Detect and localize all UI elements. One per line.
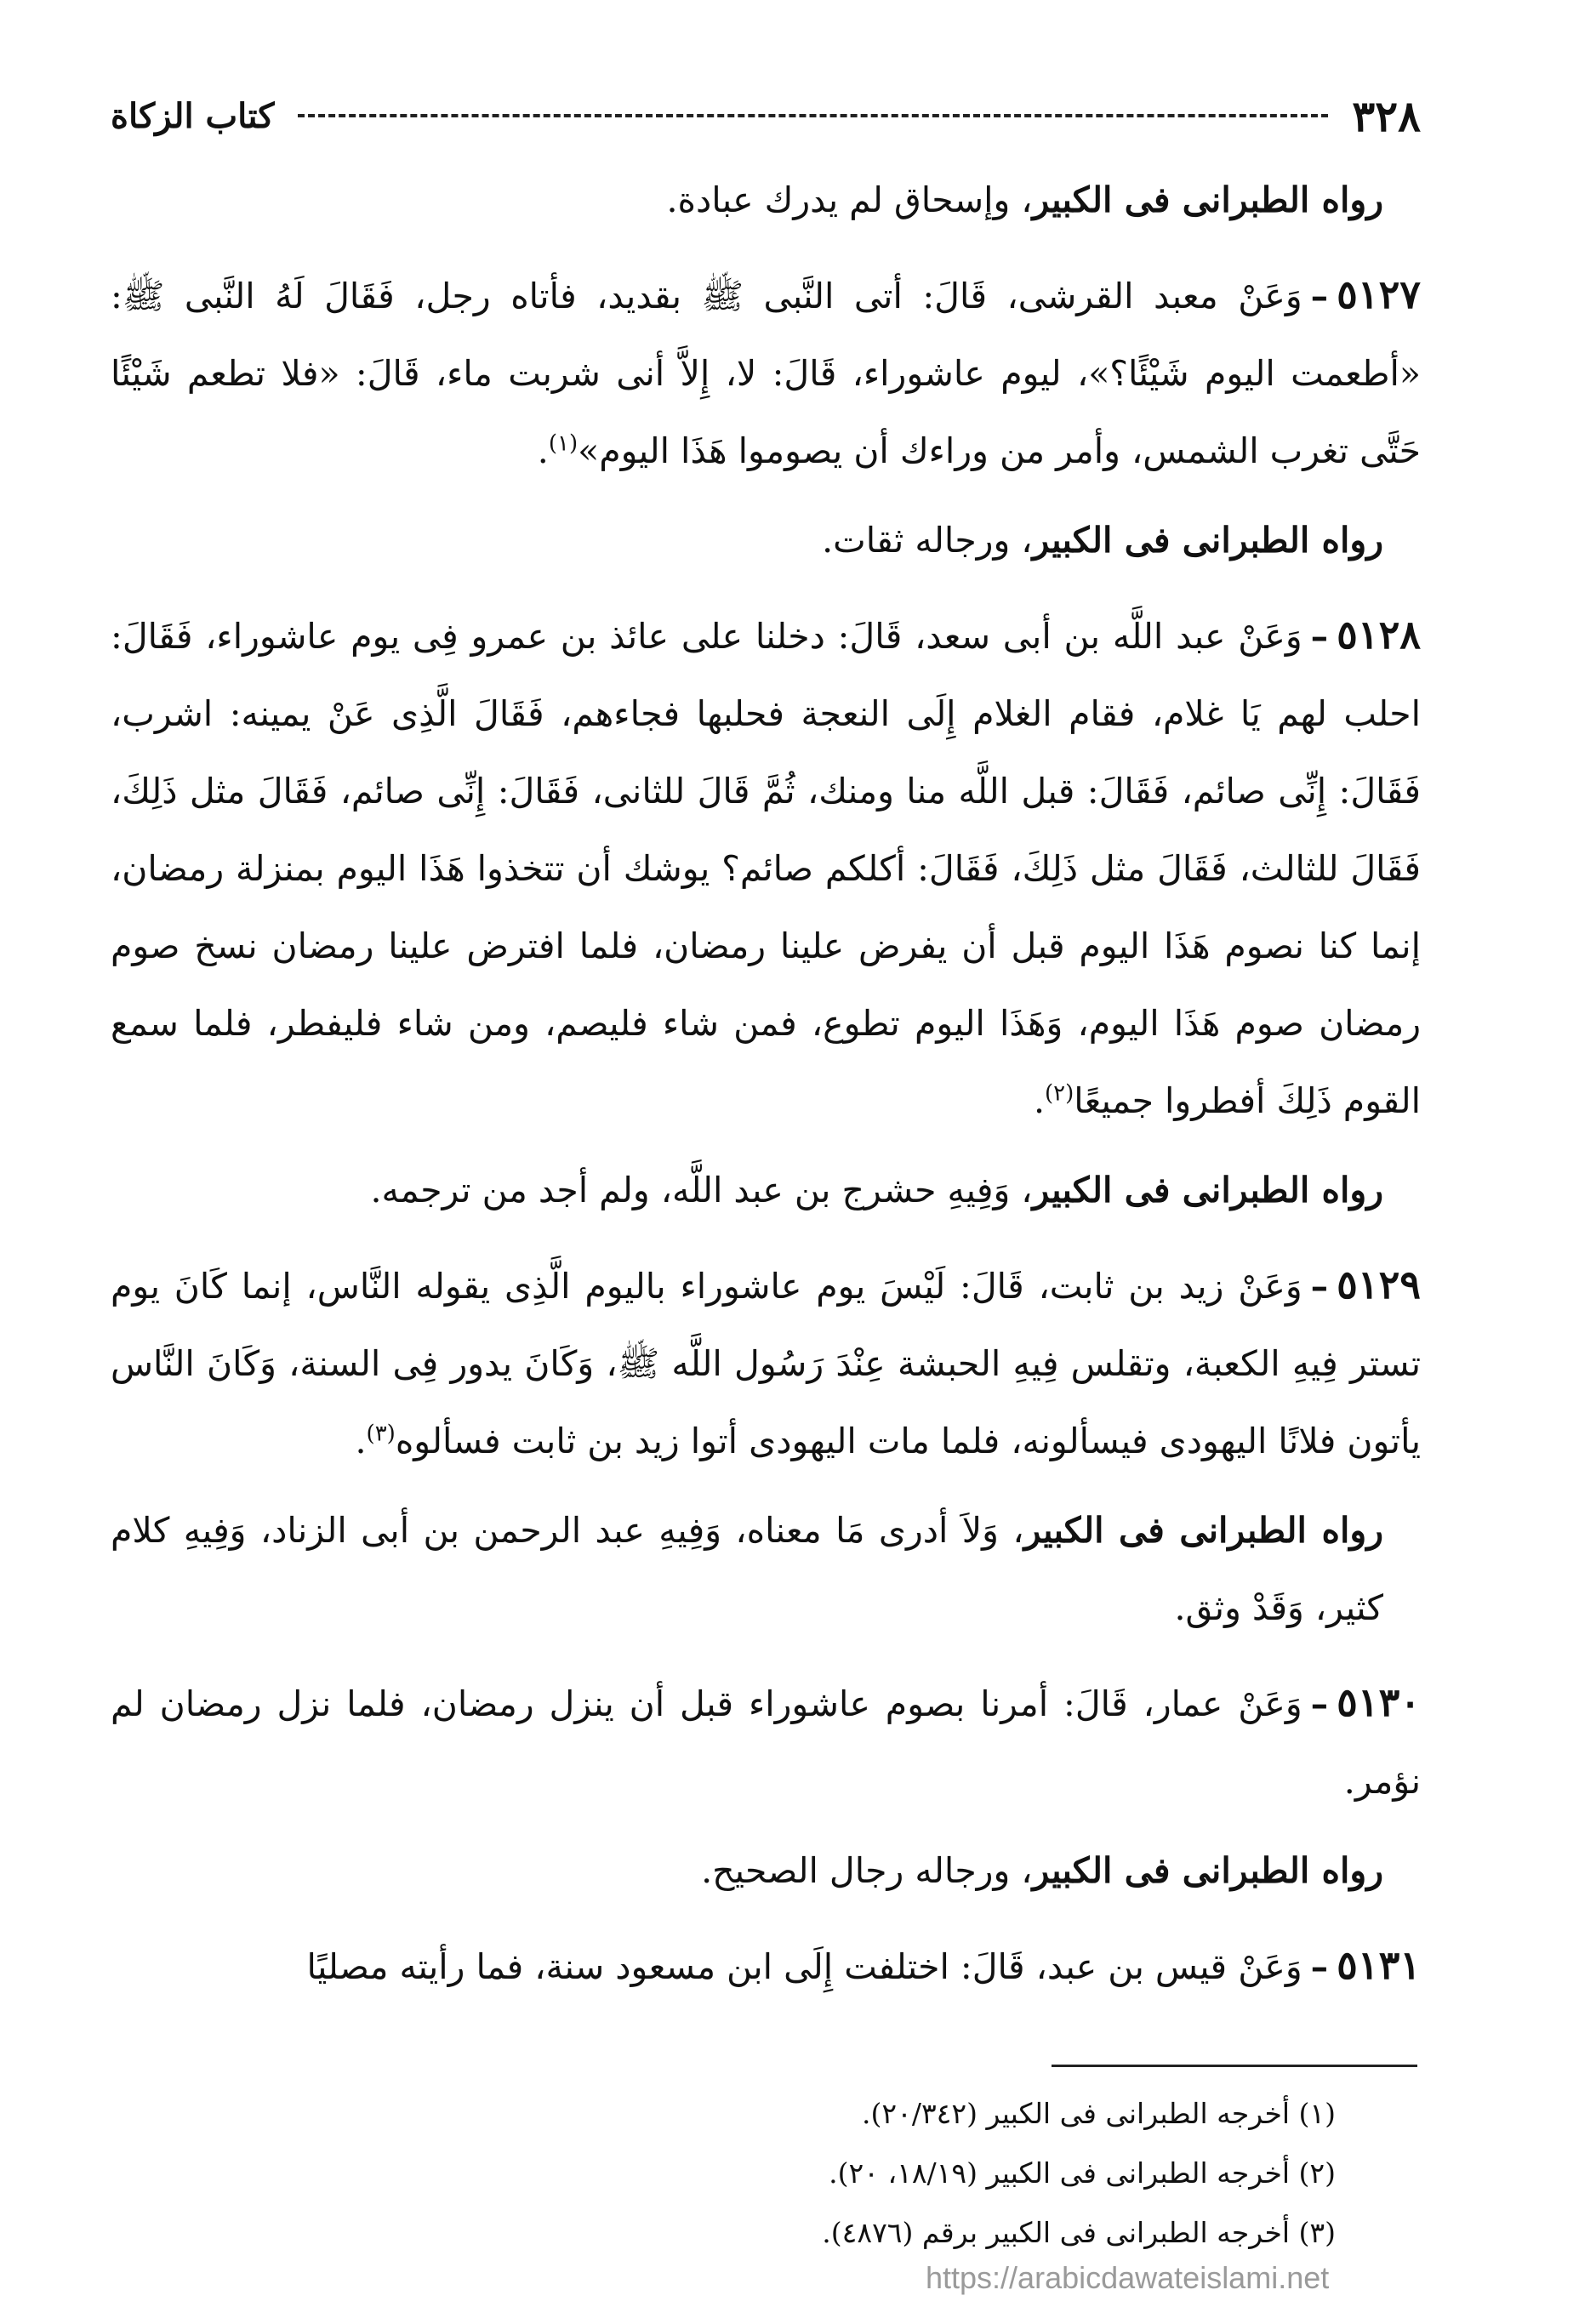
hadith-text: وَعَنْ معبد القرشى، قَالَ: أتى النَّبى ﷺ بقديد، فأتاه رجل، فَقَالَ لَهُ النَّبى ﷺ: «أطعمت اليوم شَيْئًا؟»، ليوم عاشوراء، قَالَ: لا، إِلاَّ أنى شربت ماء، قَالَ: «فلا تطعم شَيْئًا حَتَّى تغرب الشمس، وأمر من وراءك أن يصوموا هَذَا اليوم» <box>111 276 1421 471</box>
hadith-number: ٥١٢٨ <box>1337 612 1421 658</box>
source-comment: ، وَلاَ أدرى مَا معناه، وَفِيهِ عبد الرحمن بن أبى الزناد، وَفِيهِ كلام كثير، وَقَدْ وثق. <box>111 1510 1383 1628</box>
source-note <box>111 1832 1421 1910</box>
hadith-number: ٥١٣٠ <box>1337 1679 1421 1725</box>
hadith-text: وَعَنْ عمار، قَالَ: أمرنا بصوم عاشوراء قبل أن ينزل رمضان، فلما نزل رمضان لم نؤمر. <box>111 1683 1421 1802</box>
hadith-entry <box>111 256 1421 490</box>
hadith-number: ٥١٢٧ <box>1337 271 1421 317</box>
hadith-entry <box>111 1664 1421 1820</box>
source-note <box>111 1492 1421 1647</box>
footnote: (١) أخرجه الطبرانى فى الكبير (٢٠/٣٤٢). <box>862 2097 1336 2130</box>
source-note <box>111 1152 1421 1229</box>
footnotes <box>111 2084 1336 2263</box>
main-text <box>111 162 1421 2018</box>
entry-dash: – <box>1310 1683 1329 1724</box>
entry-dash: – <box>1310 1266 1329 1307</box>
running-header <box>111 82 1421 150</box>
hadith-end: . <box>355 1421 367 1461</box>
footnote-marker: (١) <box>548 430 579 457</box>
source-citation: رواه الطبرانى فى الكبير <box>1032 1170 1383 1210</box>
hadith-text: وَعَنْ زيد بن ثابت، قَالَ: لَيْسَ يوم عاشوراء باليوم الَّذِى يقوله النَّاس، إنما كَانَ يوم تستر فِيهِ الكعبة، وتقلس فِيهِ الحبشة عِنْدَ رَسُول اللَّه ﷺ، وَكَانَ يدور فِى السنة، وَكَانَ النَّاس يأتون فلانًا اليهودى فيسألونه، فلما مات اليهودى أتوا زيد بن ثابت فسألوه <box>111 1266 1421 1461</box>
source-note <box>111 162 1421 239</box>
hadith-entry <box>111 1927 1421 2006</box>
page-number: ٣٢٨ <box>1352 90 1421 141</box>
source-note <box>111 502 1421 579</box>
source-comment: ، ورجاله ثقات. <box>822 520 1033 561</box>
hadith-entry <box>111 596 1421 1140</box>
header-dashed-rule <box>298 114 1328 117</box>
watermark-url: https://arabicdawateislami.net <box>926 2260 1330 2295</box>
footnote-marker: (٣) <box>366 1421 396 1447</box>
source-comment: ، ورجاله رجال الصحيح. <box>701 1850 1033 1891</box>
hadith-entry <box>111 1246 1421 1480</box>
footnote-divider <box>1052 2065 1417 2067</box>
book-title: كتاب الزكاة <box>111 95 275 136</box>
footnote: (٣) أخرجه الطبرانى فى الكبير برقم (٤٨٧٦). <box>822 2216 1336 2249</box>
hadith-text: وَعَنْ عبد اللَّه بن أبى سعد، قَالَ: دخلنا على عائذ بن عمرو فِى يوم عاشوراء، فَقَالَ: احلب لهم يَا غلام، فقام الغلام إِلَى النعجة فحلبها فجاءهم، فَقَالَ الَّذِى عَنْ يمينه: اشرب، فَقَالَ: إِنِّى صائم، فَقَالَ: قبل اللَّه منا ومنك، ثُمَّ قَالَ للثانى، فَقَالَ: إِنِّى صائم، فَقَالَ مثل ذَلِكَ، فَقَالَ للثالث، فَقَالَ مثل ذَلِكَ، فَقَالَ: أكلكم صائم؟ يوشك أن تتخذوا هَذَا اليوم بمنزلة رمضان، إنما كنا نصوم هَذَا اليوم قبل أن يفرض علينا رمضان، فلما افترض علينا رمضان نسخ صوم رمضان صوم هَذَا اليوم، وَهَذَا اليوم تطوع، فمن شاء فليصم، ومن شاء فليفطر، فلما سمع القوم ذَلِكَ أفطروا جميعًا <box>111 616 1421 1121</box>
entry-dash: – <box>1310 616 1329 657</box>
source-comment: ، وإسحاق لم يدرك عبادة. <box>666 179 1033 220</box>
source-comment: ، وَفِيهِ حشرج بن عبد اللَّه، ولم أجد من ترجمه. <box>370 1170 1033 1210</box>
source-citation: رواه الطبرانى فى الكبير <box>1032 179 1383 220</box>
hadith-number: ٥١٣١ <box>1337 1942 1421 1988</box>
footnote: (٢) أخرجه الطبرانى فى الكبير (١٨/١٩، ٢٠). <box>829 2156 1336 2190</box>
source-citation: رواه الطبرانى فى الكبير <box>1023 1510 1383 1551</box>
entry-dash: – <box>1310 1946 1329 1987</box>
hadith-end: . <box>1033 1080 1045 1121</box>
hadith-text: وَعَنْ قيس بن عبد، قَالَ: اختلفت إِلَى ابن مسعود سنة، فما رأيته مصليًا <box>306 1946 1302 1987</box>
hadith-number: ٥١٢٩ <box>1337 1262 1421 1307</box>
source-citation: رواه الطبرانى فى الكبير <box>1032 520 1383 561</box>
hadith-end: . <box>537 430 549 471</box>
source-citation: رواه الطبرانى فى الكبير <box>1032 1850 1383 1891</box>
entry-dash: – <box>1310 276 1329 316</box>
footnote-marker: (٢) <box>1045 1080 1074 1107</box>
